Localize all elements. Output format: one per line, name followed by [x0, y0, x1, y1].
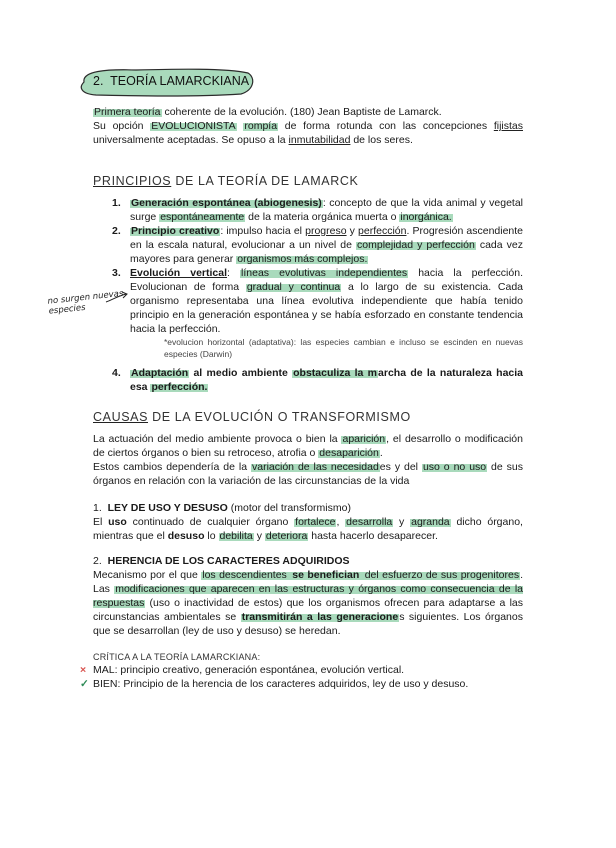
principio-text: y [346, 225, 359, 237]
principio-hl: perfección. [151, 381, 208, 393]
causas-text: . [379, 447, 383, 459]
intro-hl-evolucionista: EVOLUCIONISTA [151, 120, 236, 132]
ley-uso-text: lo [204, 530, 219, 542]
critica-mal-row [80, 663, 530, 677]
herencia-text: (uso o inactividad de estos) que los organismos ofrecen para adaptarse a las circunstancias ambientales se [93, 597, 523, 623]
principio-hl: espontáneamente [160, 211, 245, 223]
principio-bold: Generación espontánea (abiogenesis) [131, 197, 322, 209]
principio-bold: Principio creativo [131, 225, 220, 237]
intro-l2f: de los seres. [350, 134, 413, 146]
causas-heading-rest: DE LA EVOLUCIÓN O TRANSFORMISMO [148, 410, 411, 424]
principios-heading [93, 174, 358, 188]
principio-num: 2. [112, 225, 121, 237]
principio-text: cada vez mayores para generar [130, 239, 523, 265]
principio-bold: Evolución vertical [130, 267, 228, 279]
ley-uso-text: y [393, 516, 411, 528]
ley-uso-text: , [336, 516, 346, 528]
herencia-heading [93, 554, 350, 568]
causas-hl: variación de las necesidad [252, 461, 379, 473]
ley-uso-heading [93, 501, 351, 515]
principio-num: 1. [112, 197, 121, 209]
herencia-text: Mecanismo por el que [93, 569, 202, 581]
ley-uso-text: continuado de cualquier órgano [126, 516, 295, 528]
principio-text: archa de la naturaleza hacia esa [130, 367, 524, 393]
title-number: 2. [93, 74, 104, 88]
principio-hl: inorgánica. [400, 211, 452, 223]
critica-title: CRÍTICA A LA TEORÍA LAMARCKIANA: [93, 652, 261, 662]
ley-uso-sub: (motor del transformismo) [227, 502, 351, 514]
causas-text: La actuación del medio ambiente provoca o bien la [93, 433, 342, 445]
principio-text: : [227, 267, 241, 279]
causas-hl: desaparición [319, 447, 379, 459]
principio-text: hacia la perfección. Evolucionan de forma [130, 267, 523, 293]
intro-l2d: universalmente aceptadas. Se opuso a la [93, 134, 289, 146]
principio-hl: organismos más complejos. [237, 253, 368, 265]
intro-hl-rompia: rompía [244, 120, 278, 132]
ley-uso-bold: desuso [167, 530, 205, 542]
intro-l2a: Su opción [93, 120, 151, 132]
principios-list [112, 196, 523, 394]
critica-bien-text: BIEN: Principio de la herencia de los caracteres adquiridos, ley de uso y desuso. [93, 678, 469, 690]
critica-mal-text: MAL: principio creativo, generación espontánea, evolución vertical. [93, 664, 405, 676]
principio-text: al medio ambiente [189, 367, 293, 379]
critica-bien-row [80, 677, 530, 691]
principio-item-4 [112, 366, 523, 394]
causas-paragraph-2 [93, 460, 523, 488]
principio-bold: Adaptación [131, 367, 189, 379]
intro-fijistas: fijistas [493, 120, 523, 132]
critica-heading [93, 650, 260, 664]
ley-uso-text: hasta hacerlo desaparecer. [308, 530, 438, 542]
principio-item-3 [112, 266, 523, 360]
title-text: TEORÍA LAMARCKIANA [110, 74, 250, 88]
ley-uso-text: y [253, 530, 265, 542]
principio-hl: gradual y continua [246, 281, 341, 293]
herencia-num: 2. [93, 555, 102, 567]
herencia-hl: del esfuerzo de sus progenitores [361, 569, 520, 581]
ley-uso-hl: agranda [411, 516, 450, 528]
herencia-hl-bold: se benefician [292, 569, 360, 581]
herencia-title: HERENCIA DE LOS CARACTERES ADQUIRIDOS [107, 555, 350, 567]
causas-text: Estos cambios dependería de la [93, 461, 251, 473]
principios-heading-ul: PRINCIPIOS [93, 174, 172, 188]
causas-hl: uso o no uso [422, 461, 487, 473]
herencia-hl-bold: transmitirán a las generacione [241, 611, 399, 623]
ley-uso-num: 1. [93, 502, 102, 514]
principio-text: de la materia orgánica muerta o [245, 211, 400, 223]
principio-hl: complejidad y perfección [357, 239, 475, 251]
herencia-text: s siguientes. Los órganos que se desarrollan (ley de uso y desuso) se heredan. [93, 611, 523, 637]
principio-text: : concepto de que la vida animal y vegetal surge [130, 197, 524, 223]
intro-inmutabilidad: inmutabilidad [288, 134, 351, 146]
principio-num: 3. [112, 267, 121, 279]
check-icon: ✓ [80, 678, 89, 690]
intro-paragraph [93, 105, 523, 147]
ley-uso-hl: deteriora [265, 530, 308, 542]
ley-uso-hl: debilita [219, 530, 253, 542]
causas-text: de sus órganos en relación con la variación de las circunstancias de la vida [93, 461, 524, 487]
principio-note: *evolucion horizontal (adaptativa): las especies cambian e incluso se escinden en nuevas especies (Darwin) [164, 337, 523, 359]
ley-uso-paragraph [93, 515, 523, 543]
intro-l2b: de forma rotunda con las concepciones [278, 120, 494, 132]
herencia-hl: modificaciones que aparecen en las estructuras y órganos como consecuencia de la respuestas [93, 583, 523, 609]
ley-uso-hl: desarrolla [346, 516, 393, 528]
principio-text: : impulso hacia el [220, 225, 306, 237]
causas-text: , el desarrollo o modificación de ciertos órganos o bien su retroceso, atrofia o [93, 433, 523, 459]
herencia-paragraph [93, 568, 523, 638]
causas-hl: aparición [342, 433, 386, 445]
ley-uso-bold: uso [108, 516, 127, 528]
herencia-text: . Las [93, 569, 523, 595]
intro-l1-rest: coherente de la evolución. (180) Jean Baptiste de Lamarck. [161, 106, 442, 118]
causas-heading [93, 410, 411, 424]
principio-item-2 [112, 224, 523, 266]
principio-ul: progreso [305, 225, 347, 237]
ley-uso-title: LEY DE USO Y DESUSO [107, 502, 228, 514]
principio-hl: obstaculiza la m [293, 367, 378, 379]
herencia-hl: los descendientes [202, 569, 291, 581]
principio-item-1 [112, 196, 523, 224]
causas-heading-ul: CAUSAS [93, 410, 149, 424]
principios-heading-rest: DE LA TEORÍA DE LAMARCK [171, 174, 359, 188]
margin-arrow-icon [104, 290, 130, 310]
causas-paragraph-1 [93, 432, 523, 460]
cross-icon: × [80, 664, 87, 676]
principio-text: . Progresión ascendiente en la escala natural, evolucionar a un nivel de [130, 225, 524, 251]
margin-note-text: no surgen nuevas especies [47, 288, 124, 317]
ley-uso-text: El [93, 516, 109, 528]
causas-text: es y del [379, 461, 422, 473]
principio-ul: perfección [358, 225, 407, 237]
principio-hl: líneas evolutivas independientes [241, 267, 408, 279]
principio-text: a lo largo de su existencia. Cada organismo representaba una línea evolutiva independiente que había tenido principio en la generación espontánea y se había esforzado en constante tendencia hacia la perfección. [130, 281, 523, 335]
intro-hl-primera: Primera teoría [94, 106, 161, 118]
page-title [93, 73, 249, 89]
principio-num: 4. [112, 367, 121, 379]
ley-uso-hl: fortalece [295, 516, 336, 528]
ley-uso-text: dicho órgano, mientras que el [93, 516, 523, 542]
